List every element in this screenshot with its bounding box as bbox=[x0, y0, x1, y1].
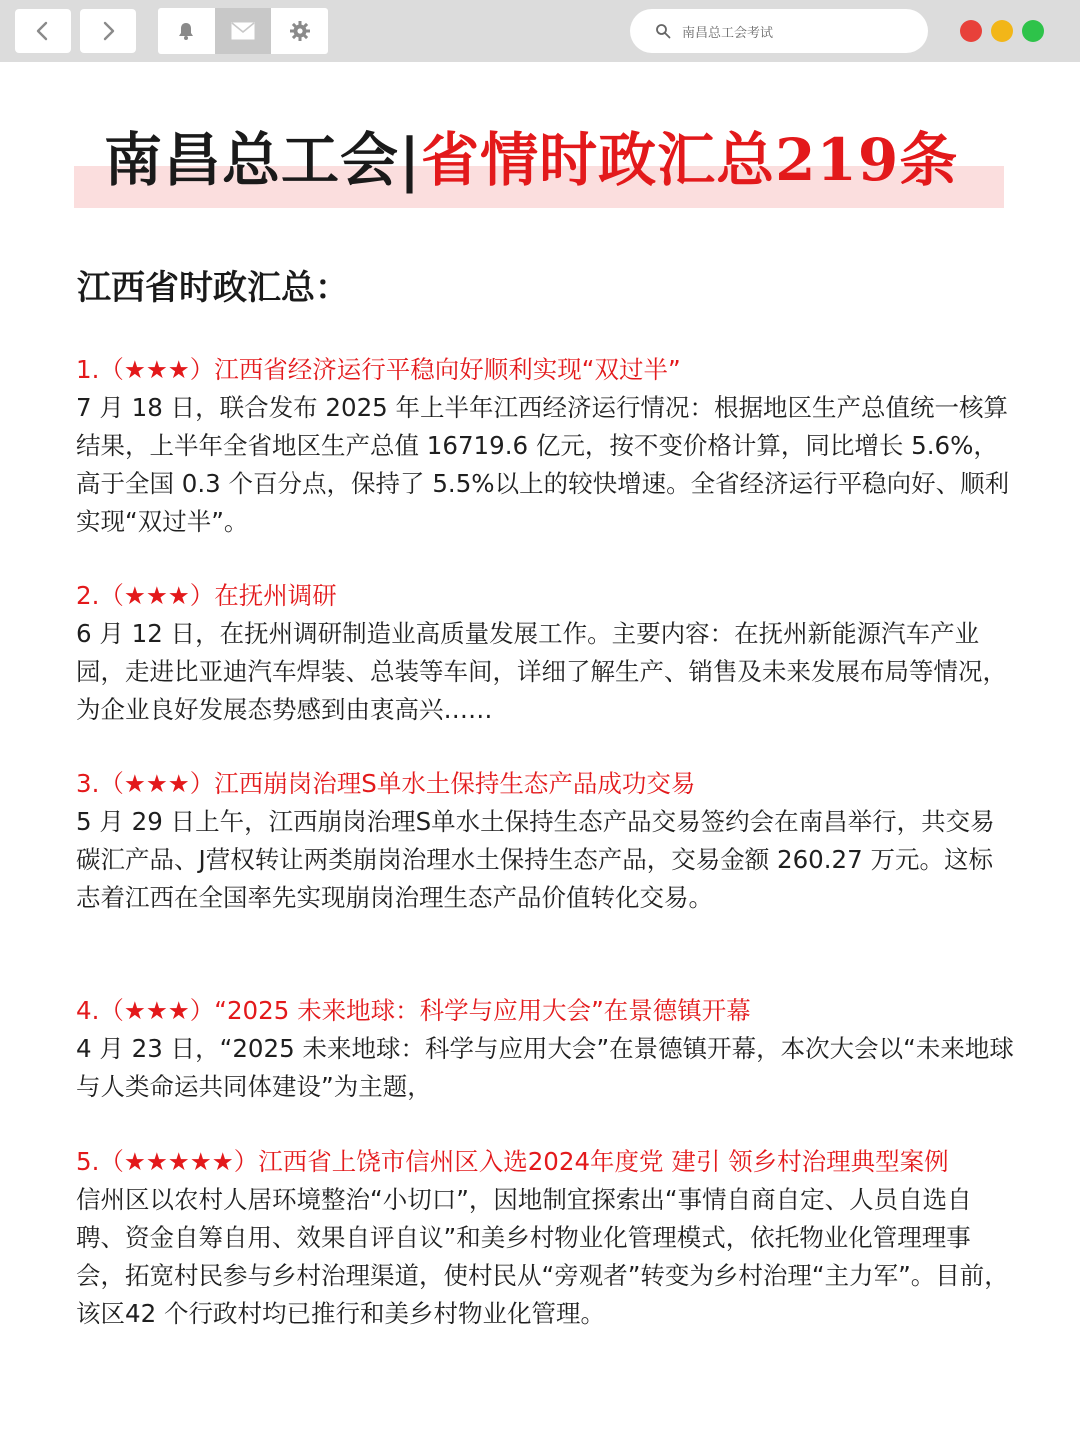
news-item bbox=[76, 351, 1016, 541]
section-heading: 江西省时政汇总： bbox=[77, 268, 349, 308]
news-item-title: 3.（★★★）江西崩岗治理S单水土保持生态产品成功交易 bbox=[76, 769, 696, 798]
title-separator: | bbox=[399, 126, 422, 194]
news-item-body: 信州区以农村人居环境整治“小切口”，因地制宜探索出“事情自商自定、人员自选自聘、资金自筹自用、效果自评自议”和美乡村物业化管理模式，依托物业化管理理事会，拓宽村民参与乡村治理渠道，使村民从“旁观者”转变为乡村治理“主力军”。目前，该区42 个行政村均已推行和美乡村物业化管理。 bbox=[76, 1185, 1009, 1328]
news-item bbox=[76, 1143, 1016, 1333]
news-item bbox=[76, 992, 1016, 1106]
window-minimize-button[interactable] bbox=[991, 20, 1013, 42]
chevron-right-icon bbox=[97, 20, 119, 42]
page-title bbox=[104, 118, 1004, 202]
back-button[interactable] bbox=[15, 9, 71, 53]
news-item-title: 2.（★★★）在抚州调研 bbox=[76, 581, 337, 610]
chevron-left-icon bbox=[32, 20, 54, 42]
news-item bbox=[76, 577, 1016, 729]
notifications-button[interactable] bbox=[158, 8, 214, 54]
title-topic: 省情时政汇总219条 bbox=[421, 126, 959, 194]
news-item-body: 6 月 12 日，在抚州调研制造业高质量发展工作。主要内容：在抚州新能源汽车产业园，走进比亚迪汽车焊装、总装等车间，详细了解生产、销售及未来发展布局等情况，为企业良好发展态势感到由衷高兴…… bbox=[76, 619, 1007, 724]
page-title-block bbox=[74, 118, 1004, 210]
window-maximize-button[interactable] bbox=[1022, 20, 1044, 42]
forward-button[interactable] bbox=[80, 9, 136, 53]
news-item-body: 5 月 29 日上午，江西崩岗治理S单水土保持生态产品交易签约会在南昌举行，共交易碳汇产品、J营权转让两类崩岗治理水土保持生态产品，交易金额 260.27 万元。这标志着江西在全国率先实现崩岗治理生态产品价值转化交易。 bbox=[76, 807, 995, 912]
toolbar-icon-group bbox=[158, 8, 328, 54]
search-query-text: 南昌总工会考试 bbox=[682, 25, 774, 41]
mail-icon bbox=[231, 22, 255, 40]
news-item-title: 4.（★★★）“2025 未来地球：科学与应用大会”在景德镇开幕 bbox=[76, 996, 751, 1025]
title-organization: 南昌总工会 bbox=[104, 126, 400, 194]
news-item-body: 4 月 23 日，“2025 未来地球：科学与应用大会”在景德镇开幕，本次大会以“未来地球与人类命运共同体建设”为主题， bbox=[76, 1034, 1014, 1101]
window-close-button[interactable] bbox=[960, 20, 982, 42]
news-item-title: 1.（★★★）江西省经济运行平稳向好顺利实现“双过半” bbox=[76, 355, 681, 384]
settings-button[interactable] bbox=[272, 8, 328, 54]
gear-icon bbox=[289, 20, 311, 42]
news-item-body: 7 月 18 日，联合发布 2025 年上半年江西经济运行情况：根据地区生产总值统一核算结果，上半年全省地区生产总值 16719.6 亿元，按不变价格计算，同比增长 5.6%，高于全国 0.3 个百分点，保持了 5.5%以上的较快增速。全省经济运行平稳向好、顺利实现“双过半”。 bbox=[76, 393, 1010, 536]
top-toolbar bbox=[0, 0, 1080, 62]
bell-icon bbox=[175, 20, 197, 42]
mail-button[interactable] bbox=[215, 8, 271, 54]
news-item bbox=[76, 765, 1016, 917]
search-input[interactable] bbox=[630, 9, 928, 53]
search-icon bbox=[654, 22, 672, 40]
news-item-title: 5.（★★★★★）江西省上饶市信州区入选2024年度党 建引 领乡村治理典型案例 bbox=[76, 1147, 949, 1176]
